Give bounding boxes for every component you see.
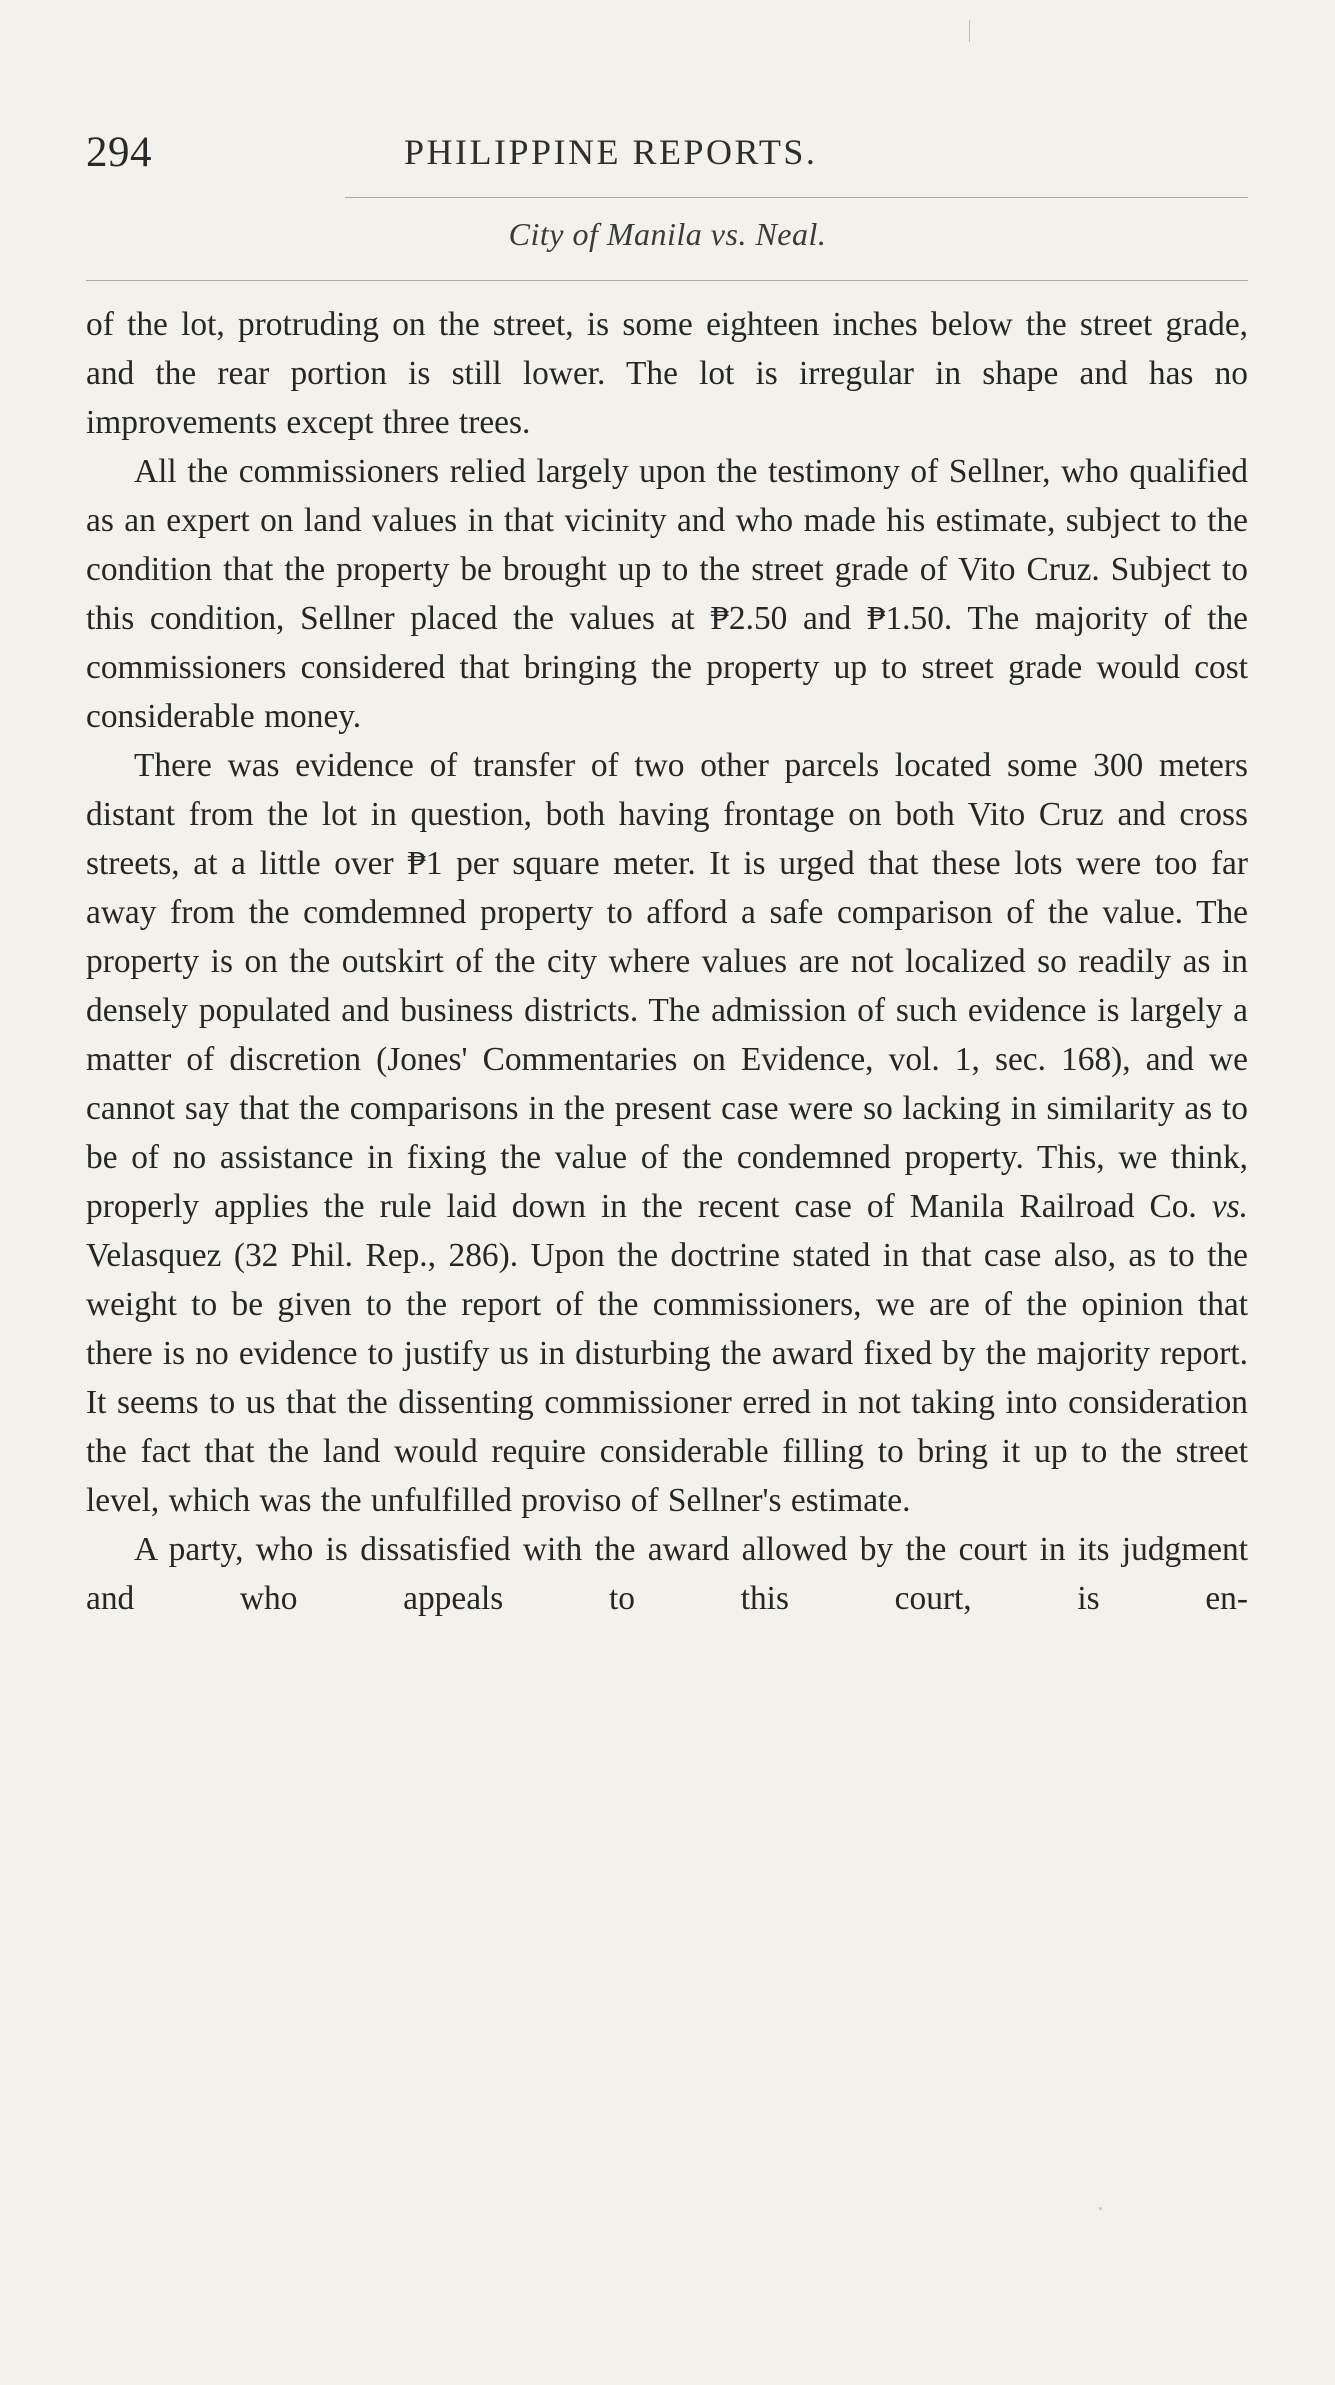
paragraph: There was evidence of transfer of two other parcels located some 300 meters distant from the lot in question, both having frontage on both Vito Cruz and cross streets, at a little over ₱1 per square meter. It is urged that these lots were too far away from the comdemned property to afford a safe comparison of the value. The property is on the outskirt of the city where values are not localized so readily as in densely populated and business districts. The admission of such evidence is largely a matter of discretion (Jones' Commentaries on Evidence, vol. 1, sec. 168), and we cannot say that the comparisons in the present case were so lacking in similarity as to be of no assistance in fixing the value of the condemned property. This, we think, properly applies the rule laid down in the recent case of Manila Railroad Co. vs. Velasquez (32 Phil. Rep., 286). Upon the doctrine stated in that case also, as to the weight to be given to the report of the commissioners, we are of the opinion that there is no evidence to justify us in disturbing the award fixed by the majority report. It seems to us that the dissenting commissioner erred in not taking into consideration the fact that the land would require considerable filling to bring it up to the street level, which was the unfulfilled proviso of Sellner's estimate. xyxy=(86,747,1248,1519)
body-text xyxy=(86,300,1248,1623)
italic-vs: vs. xyxy=(1211,1188,1248,1225)
paragraph: All the commissioners relied largely upon the testimony of Sellner, who qualified as an expert on land values in that vicinity and who made his estimate, subject to the condition that the property be brought up to the street grade of Vito Cruz. Subject to this condition, Sellner placed the values at ₱2.50 and ₱1.50. The majority of the commissioners considered that bringing the property up to street grade would cost considerable money. xyxy=(86,453,1248,735)
header-rule xyxy=(345,197,1248,198)
page-number: 294 xyxy=(86,129,152,176)
running-head: PHILIPPINE REPORTS. xyxy=(404,132,818,172)
paragraph: A party, who is dissatisfied with the award allowed by the court in its judgment and who appeals to this court, is en- xyxy=(86,1531,1248,1617)
case-title: City of Manila vs. Neal. xyxy=(508,216,827,252)
page-header xyxy=(86,128,1248,188)
paragraph: of the lot, protruding on the street, is some eighteen inches below the street grade, and the rear portion is still lower. The lot is irregular in shape and has no improvements except three trees. xyxy=(86,306,1248,441)
scan-edge-mark xyxy=(969,20,970,42)
header-divider xyxy=(86,280,1248,281)
scan-speck xyxy=(1099,2207,1102,2210)
